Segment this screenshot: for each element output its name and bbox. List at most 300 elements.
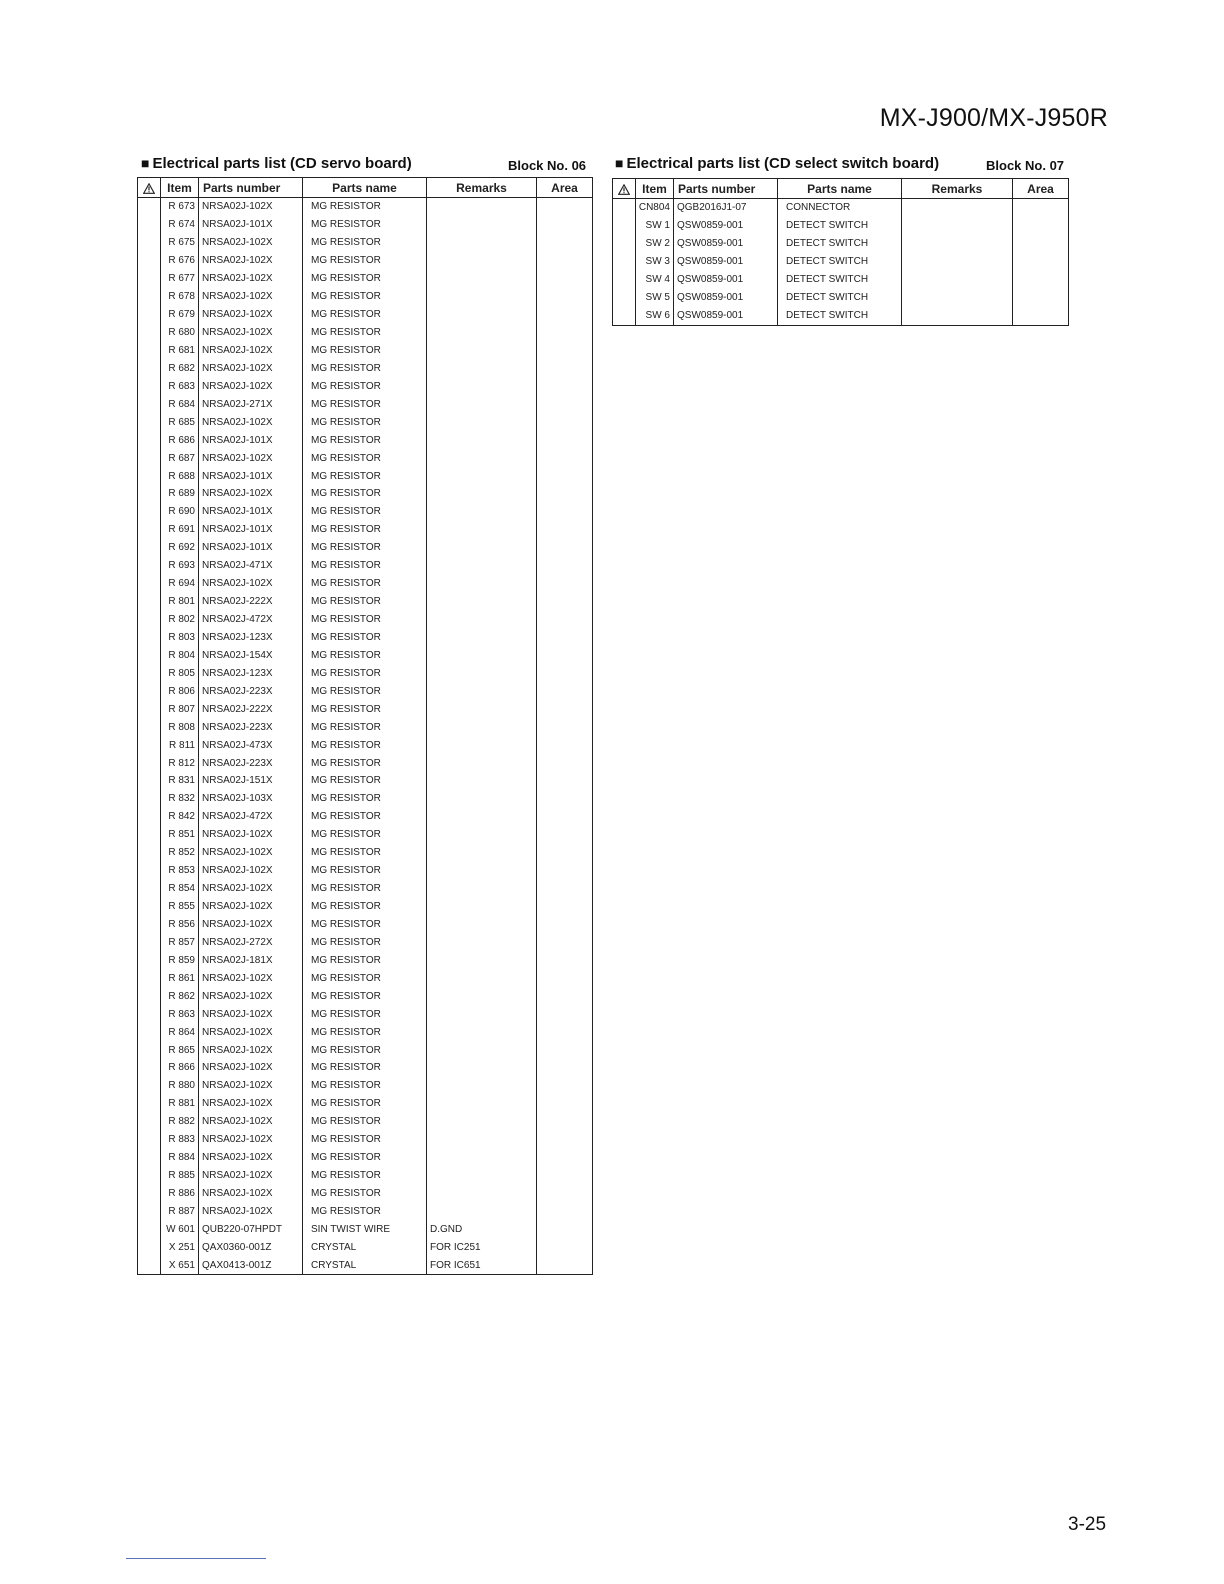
table-row <box>138 395 593 413</box>
safety-cell <box>138 1185 161 1203</box>
remarks-cell <box>427 288 537 306</box>
parts-number-cell: NRSA02J-102X <box>199 485 303 503</box>
parts-number-cell: NRSA02J-102X <box>199 198 303 216</box>
parts-name-cell: CONNECTOR <box>778 199 902 217</box>
parts-number-cell: NRSA02J-102X <box>199 575 303 593</box>
parts-number-cell: NRSA02J-102X <box>199 916 303 934</box>
cd-servo-parts-table <box>137 177 593 1275</box>
item-cell: R 805 <box>161 664 199 682</box>
safety-cell <box>138 395 161 413</box>
parts-name-cell: MG RESISTOR <box>303 198 427 216</box>
remarks-cell <box>427 449 537 467</box>
area-cell <box>537 1149 593 1167</box>
table-row <box>138 933 593 951</box>
table-row <box>138 969 593 987</box>
table-row <box>138 467 593 485</box>
safety-cell <box>138 862 161 880</box>
parts-name-cell: DETECT SWITCH <box>778 289 902 307</box>
table-row <box>138 521 593 539</box>
safety-cell <box>138 467 161 485</box>
parts-name-cell: MG RESISTOR <box>303 485 427 503</box>
parts-number-cell: NRSA02J-123X <box>199 629 303 647</box>
safety-cell <box>613 271 636 289</box>
parts-number-cell: NRSA02J-101X <box>199 503 303 521</box>
parts-name-cell: MG RESISTOR <box>303 1185 427 1203</box>
remarks-cell <box>427 969 537 987</box>
parts-number-cell: QSW0859-001 <box>674 253 778 271</box>
parts-name-cell: MG RESISTOR <box>303 539 427 557</box>
safety-cell <box>613 217 636 235</box>
area-cell <box>537 467 593 485</box>
table-row <box>138 898 593 916</box>
safety-cell <box>138 646 161 664</box>
remarks-column-header: Remarks <box>902 179 1013 199</box>
parts-name-cell: DETECT SWITCH <box>778 307 902 325</box>
area-cell <box>537 1041 593 1059</box>
item-cell: SW 2 <box>636 235 674 253</box>
parts-name-cell: MG RESISTOR <box>303 1023 427 1041</box>
item-cell: R 882 <box>161 1113 199 1131</box>
remarks-cell <box>427 682 537 700</box>
safety-cell <box>138 826 161 844</box>
item-cell: R 852 <box>161 844 199 862</box>
table-row <box>138 198 593 216</box>
table-row <box>138 951 593 969</box>
table-row <box>138 431 593 449</box>
item-cell: R 857 <box>161 933 199 951</box>
parts-name-cell: MG RESISTOR <box>303 1149 427 1167</box>
safety-mark-icon <box>618 184 630 195</box>
table-row <box>138 826 593 844</box>
parts-number-cell: NRSA02J-123X <box>199 664 303 682</box>
remarks-cell: FOR IC251 <box>427 1238 537 1256</box>
item-cell: R 690 <box>161 503 199 521</box>
table-row <box>138 324 593 342</box>
safety-cell <box>138 198 161 216</box>
parts-name-cell: MG RESISTOR <box>303 306 427 324</box>
area-cell <box>537 808 593 826</box>
area-column-header: Area <box>1013 179 1069 199</box>
item-cell: R 802 <box>161 611 199 629</box>
parts-name-cell: MG RESISTOR <box>303 916 427 934</box>
area-cell <box>537 880 593 898</box>
remarks-cell <box>427 646 537 664</box>
parts-number-cell: NRSA02J-472X <box>199 611 303 629</box>
item-cell: R 684 <box>161 395 199 413</box>
remarks-cell <box>427 736 537 754</box>
remarks-cell <box>427 1113 537 1131</box>
item-cell: R 865 <box>161 1041 199 1059</box>
safety-cell <box>613 235 636 253</box>
area-cell <box>537 449 593 467</box>
safety-cell <box>138 1005 161 1023</box>
remarks-cell <box>427 1167 537 1185</box>
safety-cell <box>138 898 161 916</box>
item-cell: R 687 <box>161 449 199 467</box>
remarks-cell <box>427 987 537 1005</box>
area-cell <box>537 216 593 234</box>
safety-cell <box>138 521 161 539</box>
remarks-cell <box>427 1095 537 1113</box>
parts-name-cell: MG RESISTOR <box>303 575 427 593</box>
parts-name-column-header: Parts name <box>303 178 427 198</box>
safety-cell <box>613 253 636 271</box>
item-cell: R 851 <box>161 826 199 844</box>
item-cell: R 864 <box>161 1023 199 1041</box>
item-cell: R 859 <box>161 951 199 969</box>
area-cell <box>537 844 593 862</box>
area-cell <box>537 1185 593 1203</box>
parts-number-cell: QSW0859-001 <box>674 289 778 307</box>
item-cell: R 682 <box>161 359 199 377</box>
parts-number-cell: NRSA02J-102X <box>199 270 303 288</box>
parts-number-cell: NRSA02J-102X <box>199 1185 303 1203</box>
table-row <box>138 1041 593 1059</box>
area-cell <box>537 593 593 611</box>
parts-name-cell: MG RESISTOR <box>303 216 427 234</box>
item-cell: R 677 <box>161 270 199 288</box>
area-cell <box>537 377 593 395</box>
area-cell <box>537 1167 593 1185</box>
table-row <box>138 1238 593 1256</box>
table-row <box>613 199 1069 217</box>
safety-cell <box>138 485 161 503</box>
item-cell: SW 1 <box>636 217 674 235</box>
right-block-number: Block No. 07 <box>986 158 1065 173</box>
safety-cell <box>138 575 161 593</box>
area-cell <box>1013 289 1069 307</box>
parts-name-cell: MG RESISTOR <box>303 790 427 808</box>
parts-number-cell: NRSA02J-471X <box>199 557 303 575</box>
parts-name-cell: MG RESISTOR <box>303 431 427 449</box>
table-row <box>138 844 593 862</box>
item-cell: R 693 <box>161 557 199 575</box>
safety-cell <box>138 324 161 342</box>
table-row <box>613 253 1069 271</box>
table-row <box>138 234 593 252</box>
parts-number-cell: QAX0360-001Z <box>199 1238 303 1256</box>
parts-name-cell: MG RESISTOR <box>303 449 427 467</box>
remarks-cell <box>902 235 1013 253</box>
item-cell: R 808 <box>161 718 199 736</box>
remarks-cell <box>427 933 537 951</box>
parts-number-cell: NRSA02J-102X <box>199 1077 303 1095</box>
table-row <box>138 1023 593 1041</box>
remarks-cell <box>427 790 537 808</box>
area-cell <box>537 969 593 987</box>
safety-cell <box>138 1077 161 1095</box>
remarks-cell <box>427 772 537 790</box>
remarks-cell <box>427 252 537 270</box>
parts-name-cell: MG RESISTOR <box>303 557 427 575</box>
item-cell: R 863 <box>161 1005 199 1023</box>
area-cell <box>537 700 593 718</box>
remarks-cell <box>427 485 537 503</box>
item-cell: R 812 <box>161 754 199 772</box>
parts-name-cell: MG RESISTOR <box>303 646 427 664</box>
remarks-cell <box>427 413 537 431</box>
table-row <box>138 718 593 736</box>
parts-name-cell: MG RESISTOR <box>303 772 427 790</box>
remarks-cell <box>427 539 537 557</box>
item-cell: R 680 <box>161 324 199 342</box>
area-cell <box>537 503 593 521</box>
safety-cell <box>138 969 161 987</box>
parts-number-cell: NRSA02J-102X <box>199 377 303 395</box>
parts-name-cell: MG RESISTOR <box>303 252 427 270</box>
remarks-cell <box>427 467 537 485</box>
area-cell <box>1013 271 1069 289</box>
remarks-cell <box>427 575 537 593</box>
item-cell: R 866 <box>161 1059 199 1077</box>
remarks-cell <box>427 521 537 539</box>
item-cell: X 651 <box>161 1256 199 1274</box>
remarks-cell <box>427 664 537 682</box>
area-cell <box>537 198 593 216</box>
safety-cell <box>613 289 636 307</box>
area-cell <box>537 790 593 808</box>
parts-number-cell: QSW0859-001 <box>674 271 778 289</box>
item-cell: R 853 <box>161 862 199 880</box>
safety-cell <box>138 664 161 682</box>
parts-name-cell: MG RESISTOR <box>303 664 427 682</box>
right-section-title <box>615 155 939 172</box>
table-row <box>613 217 1069 235</box>
parts-name-cell: MG RESISTOR <box>303 234 427 252</box>
table-row <box>138 754 593 772</box>
table-row <box>138 987 593 1005</box>
item-column-header: Item <box>161 178 199 198</box>
parts-name-cell: MG RESISTOR <box>303 503 427 521</box>
parts-name-cell: CRYSTAL <box>303 1238 427 1256</box>
safety-cell <box>138 539 161 557</box>
parts-name-cell: DETECT SWITCH <box>778 271 902 289</box>
safety-cell <box>138 880 161 898</box>
parts-name-cell: MG RESISTOR <box>303 611 427 629</box>
item-cell: R 887 <box>161 1203 199 1221</box>
parts-name-cell: MG RESISTOR <box>303 1131 427 1149</box>
item-cell: R 854 <box>161 880 199 898</box>
table-row <box>138 575 593 593</box>
area-cell <box>537 682 593 700</box>
item-cell: R 692 <box>161 539 199 557</box>
remarks-cell <box>427 951 537 969</box>
parts-number-cell: QSW0859-001 <box>674 217 778 235</box>
remarks-cell <box>427 234 537 252</box>
footer-rule <box>126 1558 266 1559</box>
safety-cell <box>138 700 161 718</box>
safety-cell <box>138 1023 161 1041</box>
table-row <box>138 700 593 718</box>
table-row <box>138 1256 593 1274</box>
parts-name-cell: MG RESISTOR <box>303 1059 427 1077</box>
safety-cell <box>613 199 636 217</box>
parts-name-cell: MG RESISTOR <box>303 898 427 916</box>
remarks-cell: D.GND <box>427 1220 537 1238</box>
table-row <box>138 664 593 682</box>
safety-cell <box>138 987 161 1005</box>
parts-number-cell: NRSA02J-101X <box>199 467 303 485</box>
parts-name-cell: MG RESISTOR <box>303 1095 427 1113</box>
safety-cell <box>138 1167 161 1185</box>
area-cell <box>537 270 593 288</box>
table-row <box>138 377 593 395</box>
parts-name-cell: MG RESISTOR <box>303 987 427 1005</box>
parts-number-cell: NRSA02J-102X <box>199 1167 303 1185</box>
parts-name-cell: DETECT SWITCH <box>778 235 902 253</box>
parts-name-cell: MG RESISTOR <box>303 413 427 431</box>
parts-name-cell: MG RESISTOR <box>303 359 427 377</box>
table-row <box>138 1167 593 1185</box>
area-cell <box>1013 307 1069 325</box>
safety-cell <box>613 307 636 325</box>
safety-cell <box>138 629 161 647</box>
remarks-cell <box>427 270 537 288</box>
table-row <box>138 808 593 826</box>
area-cell <box>537 1059 593 1077</box>
remarks-cell <box>427 1149 537 1167</box>
table-row <box>138 862 593 880</box>
model-title: MX-J900/MX-J950R <box>879 104 1108 132</box>
safety-cell <box>138 413 161 431</box>
parts-name-cell: MG RESISTOR <box>303 1167 427 1185</box>
table-row <box>138 646 593 664</box>
area-cell <box>537 898 593 916</box>
parts-number-cell: NRSA02J-102X <box>199 1005 303 1023</box>
parts-number-cell: NRSA02J-102X <box>199 844 303 862</box>
remarks-cell <box>427 503 537 521</box>
area-cell <box>1013 253 1069 271</box>
remarks-cell <box>902 289 1013 307</box>
remarks-cell <box>427 826 537 844</box>
remarks-column-header: Remarks <box>427 178 537 198</box>
remarks-cell <box>427 1077 537 1095</box>
area-cell <box>537 826 593 844</box>
area-cell <box>537 342 593 360</box>
table-row <box>138 1149 593 1167</box>
parts-name-cell: MG RESISTOR <box>303 629 427 647</box>
table-row <box>138 449 593 467</box>
parts-number-cell: NRSA02J-102X <box>199 1131 303 1149</box>
table-row <box>138 306 593 324</box>
safety-cell <box>138 916 161 934</box>
parts-number-cell: NRSA02J-223X <box>199 754 303 772</box>
parts-number-cell: NRSA02J-102X <box>199 1149 303 1167</box>
cd-select-switch-parts-table <box>612 178 1069 326</box>
table-row <box>138 682 593 700</box>
parts-number-cell: NRSA02J-151X <box>199 772 303 790</box>
parts-number-cell: NRSA02J-102X <box>199 969 303 987</box>
parts-name-cell: MG RESISTOR <box>303 324 427 342</box>
remarks-cell <box>427 629 537 647</box>
remarks-cell: FOR IC651 <box>427 1256 537 1274</box>
area-cell <box>537 395 593 413</box>
area-cell <box>537 288 593 306</box>
area-cell <box>537 431 593 449</box>
remarks-cell <box>427 198 537 216</box>
table-row <box>138 557 593 575</box>
area-cell <box>537 1005 593 1023</box>
parts-number-cell: NRSA02J-102X <box>199 342 303 360</box>
safety-cell <box>138 1238 161 1256</box>
safety-cell <box>138 718 161 736</box>
safety-cell <box>138 1041 161 1059</box>
parts-number-cell: NRSA02J-223X <box>199 718 303 736</box>
parts-name-cell: MG RESISTOR <box>303 880 427 898</box>
table-row <box>138 342 593 360</box>
item-cell: R 856 <box>161 916 199 934</box>
table-row <box>138 880 593 898</box>
area-cell <box>537 1238 593 1256</box>
remarks-cell <box>427 395 537 413</box>
safety-cell <box>138 1203 161 1221</box>
safety-cell <box>138 557 161 575</box>
safety-cell <box>138 1256 161 1274</box>
area-cell <box>537 1095 593 1113</box>
parts-number-cell: NRSA02J-102X <box>199 862 303 880</box>
area-cell <box>537 916 593 934</box>
parts-number-column-header: Parts number <box>674 179 778 199</box>
table-row <box>138 1220 593 1238</box>
parts-name-cell: MG RESISTOR <box>303 844 427 862</box>
area-cell <box>537 413 593 431</box>
item-cell: SW 5 <box>636 289 674 307</box>
remarks-cell <box>427 880 537 898</box>
area-cell <box>1013 217 1069 235</box>
item-cell: R 861 <box>161 969 199 987</box>
parts-number-cell: NRSA02J-102X <box>199 1095 303 1113</box>
safety-cell <box>138 772 161 790</box>
area-cell <box>1013 199 1069 217</box>
table-row <box>138 1077 593 1095</box>
table-row <box>138 288 593 306</box>
parts-number-cell: QAX0413-001Z <box>199 1256 303 1274</box>
remarks-cell <box>427 359 537 377</box>
area-cell <box>537 951 593 969</box>
item-cell: R 676 <box>161 252 199 270</box>
item-cell: R 673 <box>161 198 199 216</box>
parts-number-cell: NRSA02J-102X <box>199 987 303 1005</box>
parts-name-cell: MG RESISTOR <box>303 969 427 987</box>
parts-number-cell: NRSA02J-102X <box>199 288 303 306</box>
parts-number-cell: QSW0859-001 <box>674 307 778 325</box>
item-cell: SW 3 <box>636 253 674 271</box>
remarks-cell <box>427 431 537 449</box>
area-cell <box>537 754 593 772</box>
parts-number-cell: NRSA02J-102X <box>199 359 303 377</box>
table-header-row <box>138 178 593 198</box>
item-cell: R 862 <box>161 987 199 1005</box>
safety-cell <box>138 1131 161 1149</box>
table-row <box>138 252 593 270</box>
parts-number-cell: NRSA02J-222X <box>199 700 303 718</box>
table-row <box>138 1131 593 1149</box>
table-row <box>138 736 593 754</box>
area-cell <box>537 234 593 252</box>
area-cell <box>537 933 593 951</box>
remarks-cell <box>427 593 537 611</box>
table-row <box>613 289 1069 307</box>
area-cell <box>537 324 593 342</box>
safety-cell <box>138 503 161 521</box>
area-cell <box>537 611 593 629</box>
table-row <box>138 1095 593 1113</box>
remarks-cell <box>427 342 537 360</box>
parts-number-cell: NRSA02J-154X <box>199 646 303 664</box>
parts-number-cell: NRSA02J-102X <box>199 306 303 324</box>
area-cell <box>1013 235 1069 253</box>
parts-number-cell: NRSA02J-102X <box>199 449 303 467</box>
